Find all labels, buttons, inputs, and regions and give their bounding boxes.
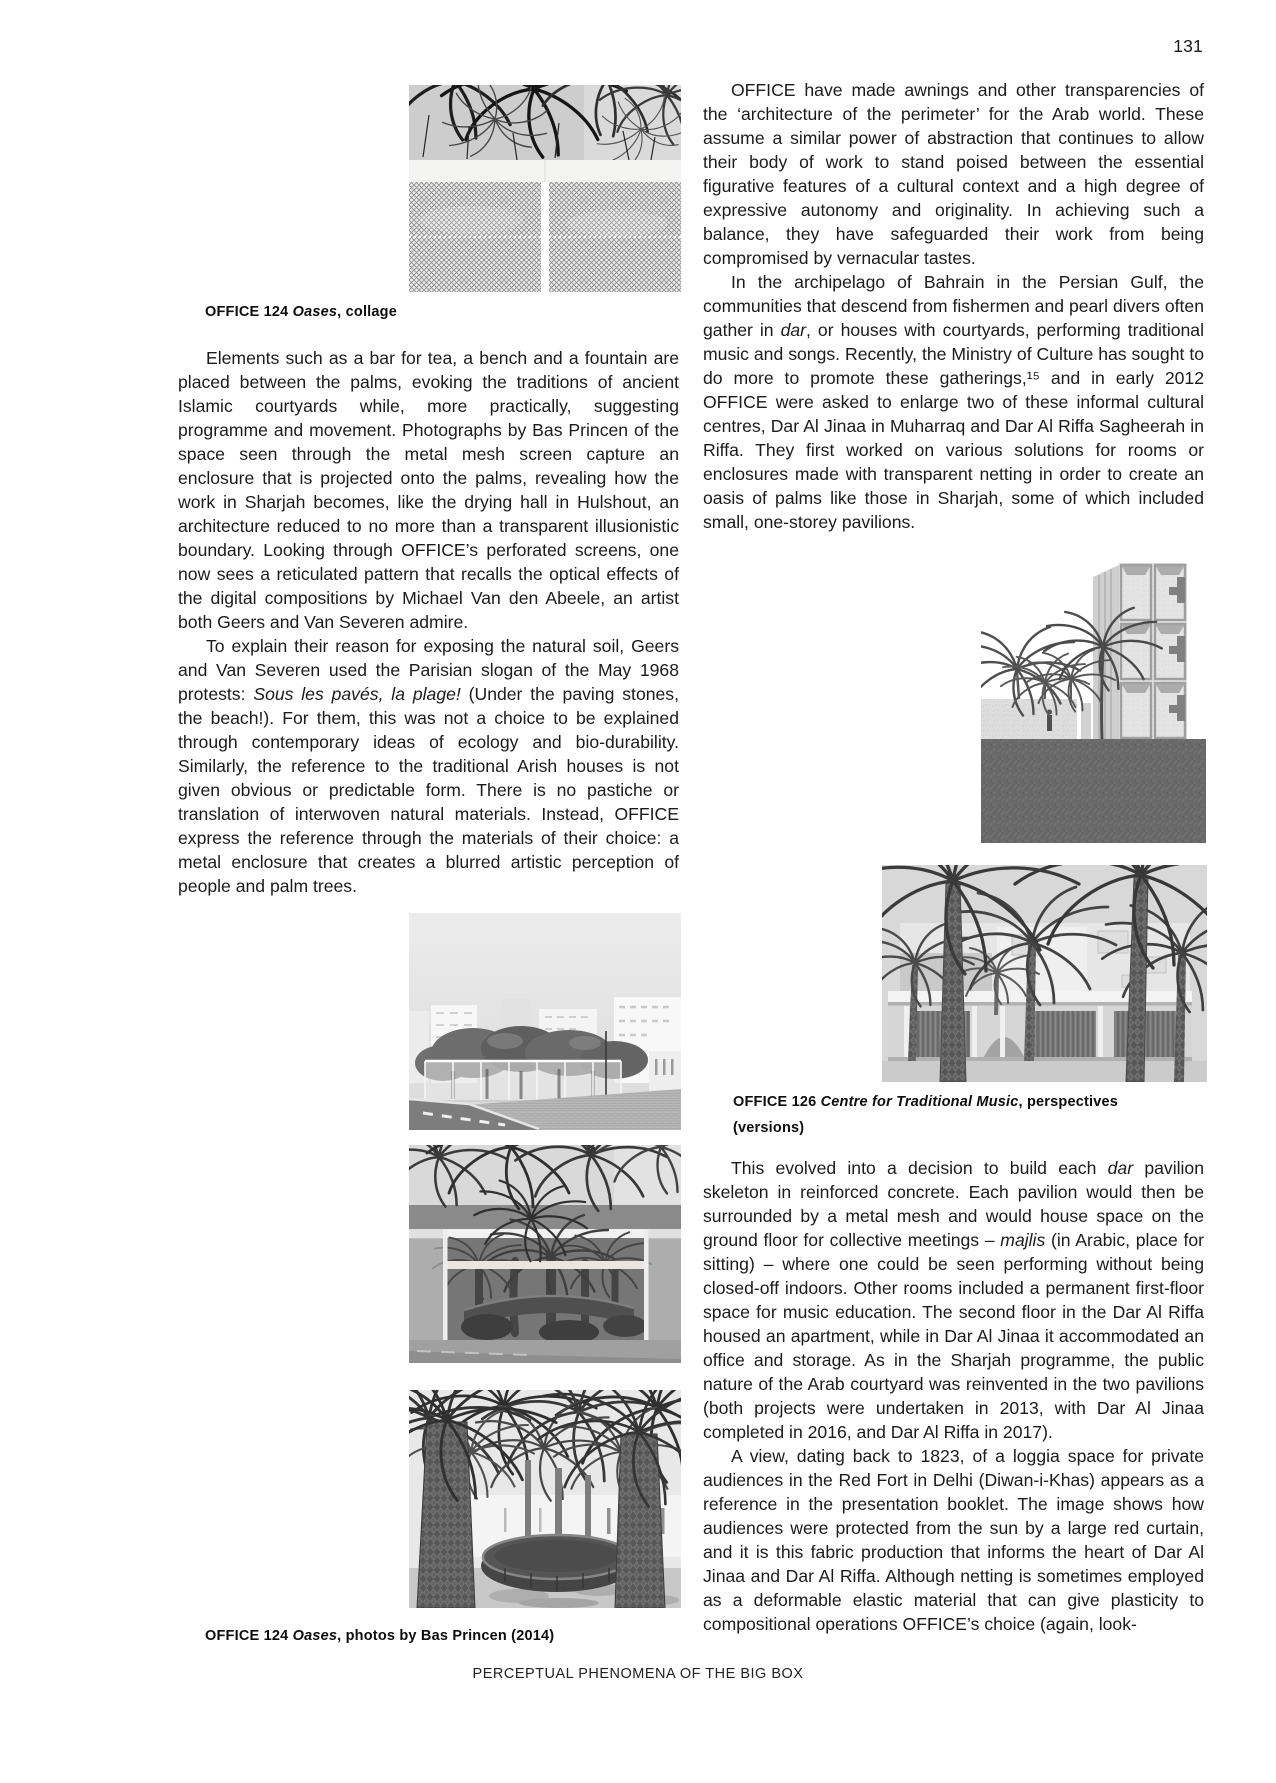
- right-column-top: [703, 78, 1204, 534]
- caption-music-centre: [733, 1089, 1203, 1141]
- oases-grove-photo-image: [409, 1390, 681, 1608]
- caption-line: (versions): [733, 1120, 805, 1136]
- left-column: [178, 346, 679, 898]
- caption-oases-collage: OFFICE 124 Oases, collage: [205, 304, 397, 320]
- soil-block: [981, 739, 1206, 843]
- oases-street-photo-image: [409, 913, 681, 1130]
- caption-oases-photos: OFFICE 124 Oases, photos by Bas Princen (2014): [205, 1628, 555, 1644]
- mesh-panel-left: [409, 182, 541, 292]
- figure-music-centre-render: [882, 865, 1207, 1082]
- oases-mesh-photo-image: [409, 1145, 681, 1363]
- inner-beam: [447, 1261, 645, 1269]
- figure-oases-mesh-photo: [409, 1145, 681, 1363]
- caption-line: OFFICE 126 Centre for Traditional Music, perspectives: [733, 1094, 1119, 1110]
- figure-oases-collage: [409, 85, 681, 292]
- fountain-basin: [481, 1535, 633, 1592]
- right-column-bottom: [703, 1156, 1204, 1636]
- figure-oases-street-photo: [409, 913, 681, 1130]
- paragraph: A view, dating back to 1823, of a loggia space for private audiences in the Red Fort in Delhi (Diwan-i-Khas) appears as a reference in the presentation booklet. The image shows how audiences were protected from the sun by a large red curtain, and it is this fabric production that informs the heart of Dar Al Jinaa and Dar Al Riffa. Although netting is sometimes employed as a deformable elastic material that can give plasticity to compositional operations OFFICE’s choice (again, look-: [703, 1446, 1204, 1634]
- oases-collage-image: [409, 85, 681, 292]
- page-number: 131: [1173, 36, 1203, 56]
- ground: [882, 1061, 1207, 1082]
- figure-music-centre-perspective: [981, 563, 1206, 843]
- paragraph: Elements such as a bar for tea, a bench and a fountain are placed between the palms, evoking the traditions of ancient Islamic courtyards while, more practically, suggesting programme and movement. Photographs by Bas Princen of the space seen through the metal mesh screen capture an enclosure that is projected onto the palms, revealing how the work in Sharjah becomes, like the drying hall in Hulshout, an architecture reduced to no more than a transparent illusionistic boundary. Looking through OFFICE’s perforated screens, one now sees a reticulated pattern that recalls the optical effects of the digital compositions by Michael Van den Abeele, an artist both Geers and Van Severen admire.: [178, 348, 679, 632]
- running-footer: PERCEPTUAL PHENOMENA OF THE BIG BOX: [472, 1666, 804, 1682]
- mesh-panel-right: [549, 182, 681, 292]
- paragraph: OFFICE have made awnings and other transparencies of the ‘architecture of the perimeter’ for the Arab world. These assume a similar power of abstraction that continues to allow their body of work to stand poised between the essential figurative features of a cultural context and a high degree of expressive autonomy and originality. In achieving such a balance, they have safeguarded their work from being compromised by vernacular tastes.: [703, 80, 1204, 268]
- music-centre-perspective-image: [981, 563, 1206, 843]
- figure-oases-grove-photo: [409, 1390, 681, 1608]
- music-centre-render-image: [882, 865, 1207, 1082]
- paragraph: In the archipelago of Bahrain in the Persian Gulf, the communities that descend from fishermen and pearl divers often gather in dar, or houses with courtyards, performing traditional music and songs. Recently, the Ministry of Culture has sought to do more to promote these gatherings,¹⁵ and in early 2012 OFFICE were asked to enlarge two of these informal cultural centres, Dar Al Jinaa in Muharraq and Dar Al Riffa Sagheerah in Riffa. They first worked on various solutions for rooms or enclosures made with transparent netting in order to create an oasis of palms like those in Sharjah, some of which included small, one-storey pavilions.: [703, 272, 1204, 532]
- paragraph: To explain their reason for exposing the natural soil, Geers and Van Severen used the Parisian slogan of the May 1968 protests: Sous les pavés, la plage! (Under the paving stones, the beach!). For them, this was not a choice to be explained through contemporary ideas of ecology and bio-durability. Similarly, the reference to the traditional Arish houses is not given obvious or predictable form. There is no pastiche or translation of interwoven natural materials. Instead, OFFICE express the reference through the materials of their choice: a metal enclosure that creates a blurred artistic perception of people and palm trees.: [178, 636, 679, 896]
- pavilion-colonnade: [888, 991, 1192, 1061]
- paragraph: This evolved into a decision to build each dar pavilion skeleton in reinforced concrete. Each pavilion would then be surrounded by a metal mesh and would house space on the ground floor for collective meetings – majlis (in Arabic, place for sitting) – where one could be seen performing without being closed-off indoors. Other rooms included a permanent first-floor space for music education. The second floor in the Dar Al Riffa housed an apartment, while in Dar Al Jinaa it accommodated an office and storage. As in the Sharjah programme, the public nature of the Arab courtyard was reinvented in the two pavilions (both projects were undertaken in 2013, with Dar Al Jinaa completed in 2016, and Dar Al Riffa in 2017).: [703, 1158, 1205, 1442]
